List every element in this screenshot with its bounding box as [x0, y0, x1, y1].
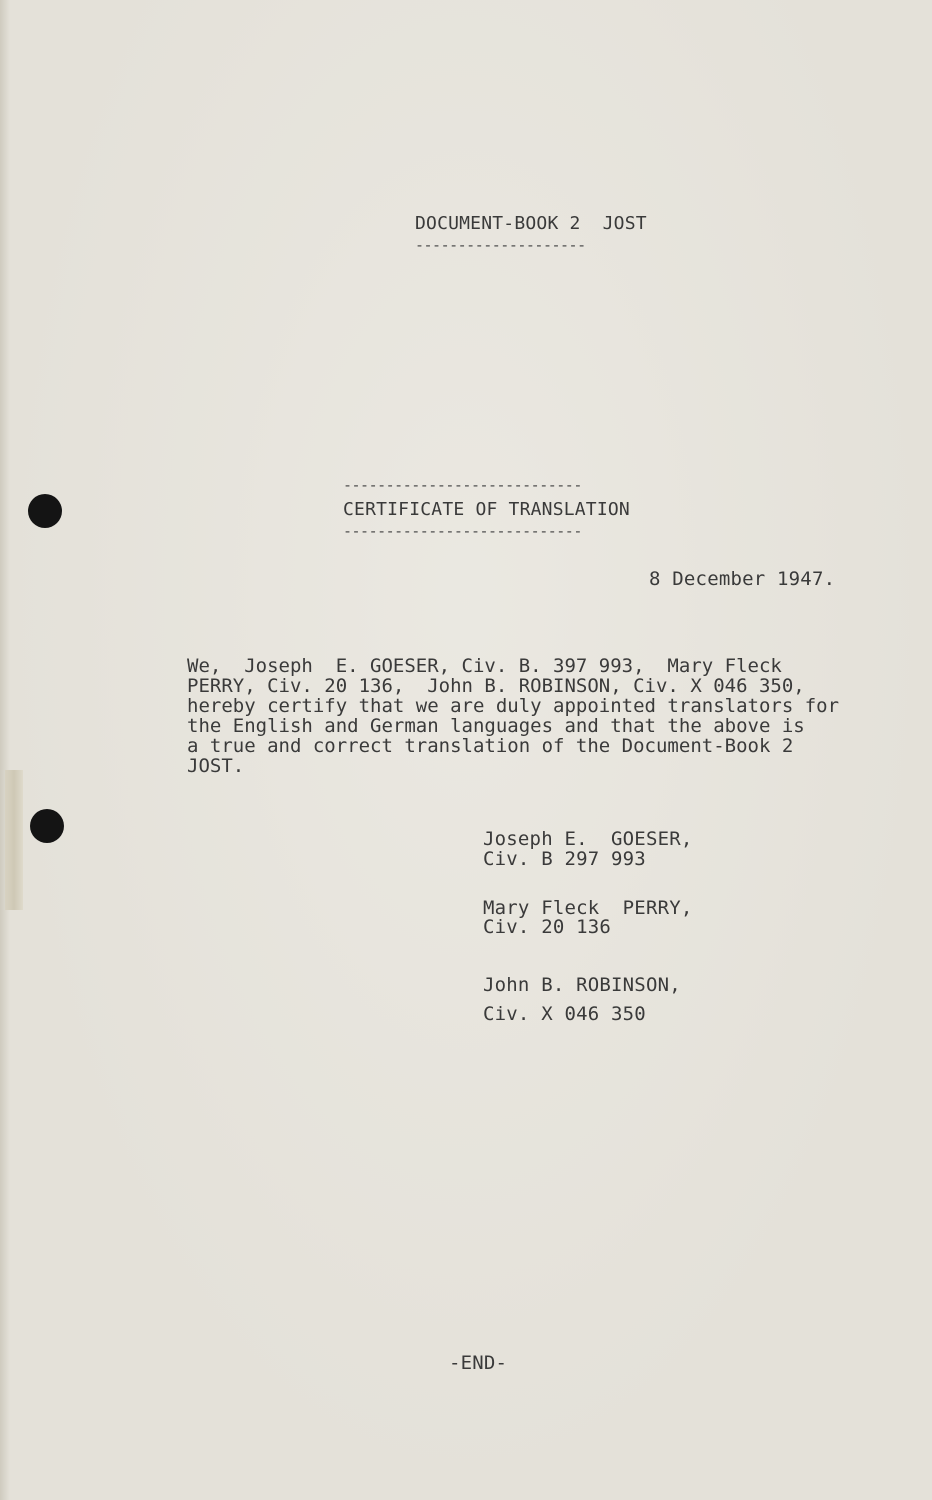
title-underline: -------------------- [415, 236, 586, 254]
signatory-name: John B. ROBINSON, [483, 974, 681, 996]
signatory-id: Civ. B 297 993 [483, 848, 646, 870]
document-title: DOCUMENT-BOOK 2 JOST [415, 213, 647, 234]
paragraph-line: We, Joseph E. GOESER, Civ. B. 397 993, Mary Fleck [187, 655, 782, 677]
signatory-id: Civ. 20 136 [483, 916, 612, 938]
paragraph-line: the English and German languages and that the above is [187, 715, 805, 737]
heading-rule-bottom: ---------------------------- [343, 522, 582, 540]
paragraph-line: PERRY, Civ. 20 136, John B. ROBINSON, Civ. X 046 350, [187, 675, 805, 697]
signatory-name: Joseph E. GOESER, [483, 828, 693, 850]
signatory-name: Mary Fleck PERRY, [483, 897, 693, 919]
punch-hole-top [28, 494, 62, 528]
paragraph-line: a true and correct translation of the Document-Book 2 [187, 735, 794, 757]
certificate-date: 8 December 1947. [649, 568, 836, 590]
paper-edge [0, 0, 10, 1500]
punch-hole-bottom [30, 809, 64, 843]
heading-rule-top: ---------------------------- [343, 476, 582, 494]
paragraph-line: JOST. [187, 755, 245, 777]
certificate-heading: CERTIFICATE OF TRANSLATION [343, 499, 630, 520]
paragraph-line: hereby certify that we are duly appointed translators for [187, 695, 840, 717]
tape-residue [5, 770, 23, 910]
end-marker: -END- [449, 1352, 508, 1374]
signatory-id: Civ. X 046 350 [483, 1003, 646, 1025]
